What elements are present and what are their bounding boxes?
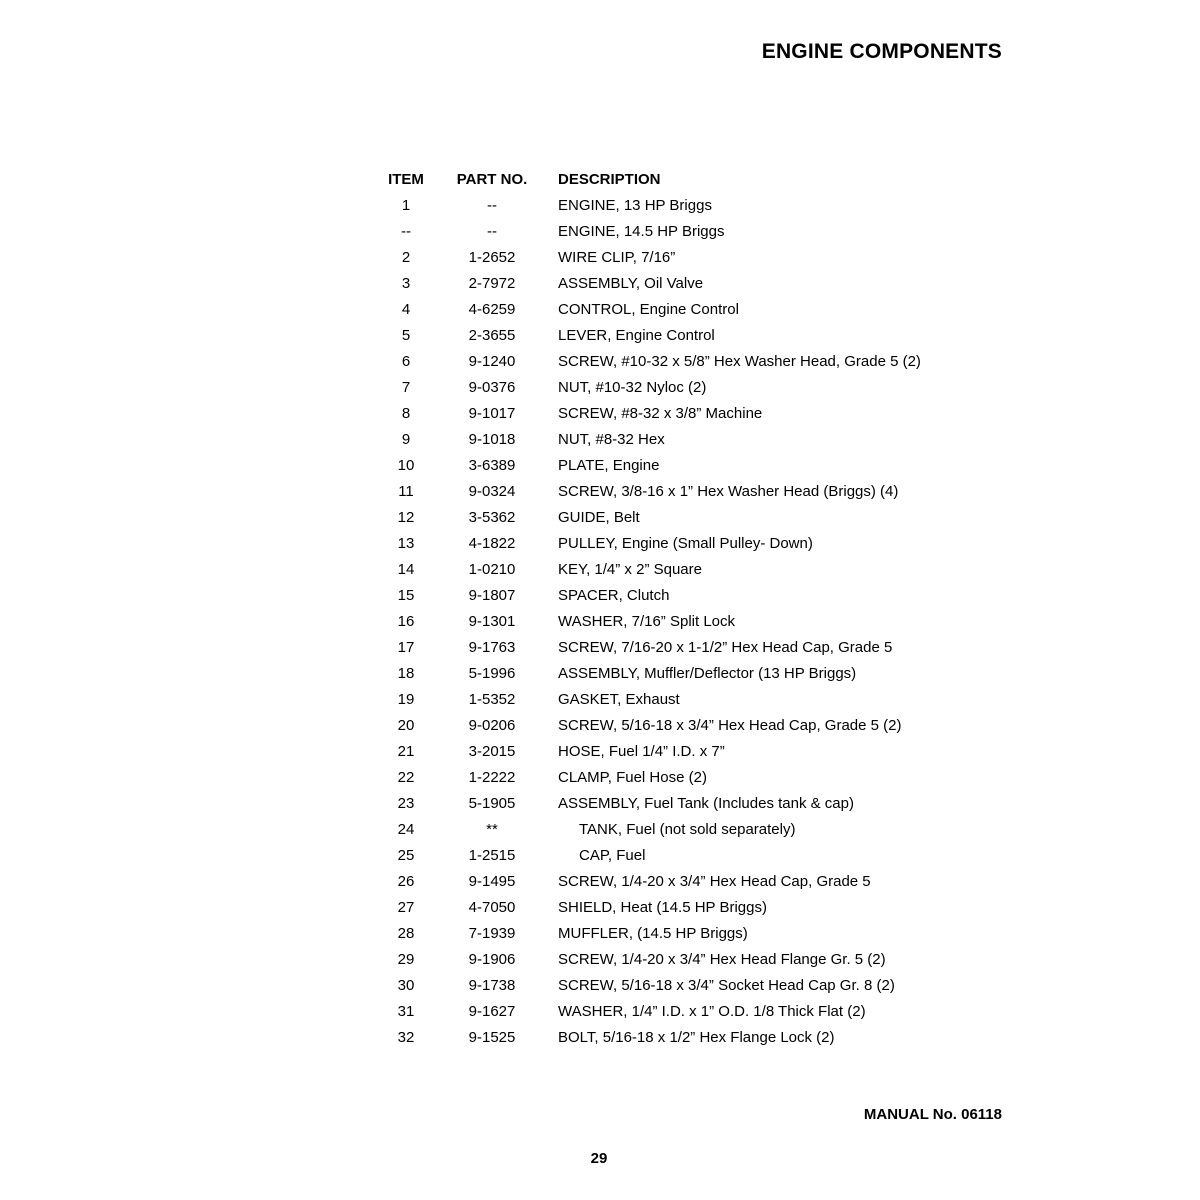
part-number: 9-1018	[468, 431, 516, 448]
table-row	[376, 401, 1016, 427]
item-number: 1	[401, 197, 411, 214]
page-number: 29	[590, 1150, 608, 1167]
item-number: 15	[397, 587, 415, 604]
part-number: 9-0206	[468, 717, 516, 734]
table-row	[376, 765, 1016, 791]
part-description: SPACER, Clutch	[558, 587, 670, 604]
part-number: 4-7050	[468, 899, 516, 916]
part-number: 9-1807	[468, 587, 516, 604]
part-number: 7-1939	[468, 925, 516, 942]
table-row	[376, 583, 1016, 609]
part-description: TANK, Fuel (not sold separately)	[579, 821, 796, 838]
item-number: 4	[401, 301, 411, 318]
manual-number: MANUAL No. 06118	[863, 1106, 1002, 1123]
part-description: ASSEMBLY, Oil Valve	[558, 275, 704, 292]
table-row	[376, 193, 1016, 219]
header-part-no: PART NO.	[456, 171, 528, 188]
part-number: 4-1822	[468, 535, 516, 552]
part-number: 5-1905	[468, 795, 516, 812]
part-number: 9-1301	[468, 613, 516, 630]
part-description: HOSE, Fuel 1/4” I.D. x 7”	[558, 743, 725, 760]
part-number: 9-1738	[468, 977, 516, 994]
item-number: 32	[397, 1029, 415, 1046]
item-number: 6	[401, 353, 411, 370]
part-number: 9-0376	[468, 379, 516, 396]
table-row	[376, 505, 1016, 531]
item-number: 21	[397, 743, 415, 760]
header-description: DESCRIPTION	[558, 171, 661, 188]
header-item: ITEM	[388, 171, 424, 188]
part-number: 1-5352	[468, 691, 516, 708]
part-number: 9-1763	[468, 639, 516, 656]
item-number: 3	[401, 275, 411, 292]
part-number: 4-6259	[468, 301, 516, 318]
item-number: 13	[397, 535, 415, 552]
table-row	[376, 869, 1016, 895]
table-row	[376, 791, 1016, 817]
part-number: 9-1240	[468, 353, 516, 370]
table-row	[376, 687, 1016, 713]
item-number: 12	[397, 509, 415, 526]
table-row	[376, 557, 1016, 583]
part-description: PLATE, Engine	[558, 457, 660, 474]
table-row	[376, 245, 1016, 271]
part-description: CONTROL, Engine Control	[558, 301, 739, 318]
part-description: WASHER, 1/4” I.D. x 1” O.D. 1/8 Thick Flat (2)	[558, 1003, 866, 1020]
part-description: MUFFLER, (14.5 HP Briggs)	[558, 925, 748, 942]
table-row	[376, 609, 1016, 635]
item-number: 29	[397, 951, 415, 968]
part-description: SCREW, #8-32 x 3/8” Machine	[558, 405, 763, 422]
table-row	[376, 973, 1016, 999]
item-number: 25	[397, 847, 415, 864]
item-number: 16	[397, 613, 415, 630]
item-number: --	[401, 223, 411, 240]
part-number: **	[486, 821, 498, 838]
item-number: 30	[397, 977, 415, 994]
item-number: 22	[397, 769, 415, 786]
item-number: 28	[397, 925, 415, 942]
part-number: 9-1525	[468, 1029, 516, 1046]
item-number: 2	[401, 249, 411, 266]
item-number: 10	[397, 457, 415, 474]
table-row	[376, 427, 1016, 453]
part-number: 1-2652	[468, 249, 516, 266]
part-description: SCREW, #10-32 x 5/8” Hex Washer Head, Grade 5 (2)	[558, 353, 921, 370]
table-row	[376, 219, 1016, 245]
item-number: 18	[397, 665, 415, 682]
item-number: 5	[401, 327, 411, 344]
part-number: 9-1627	[468, 1003, 516, 1020]
part-number: 9-1495	[468, 873, 516, 890]
part-description: NUT, #8-32 Hex	[558, 431, 665, 448]
item-number: 14	[397, 561, 415, 578]
table-row	[376, 271, 1016, 297]
table-row	[376, 349, 1016, 375]
table-row-subitem	[376, 843, 1016, 869]
part-description: ASSEMBLY, Fuel Tank (Includes tank & cap)	[558, 795, 854, 812]
part-description: GASKET, Exhaust	[558, 691, 680, 708]
part-number: 1-0210	[468, 561, 516, 578]
parts-table	[376, 167, 1016, 1051]
item-number: 17	[397, 639, 415, 656]
part-number: 5-1996	[468, 665, 516, 682]
part-description: ENGINE, 14.5 HP Briggs	[558, 223, 725, 240]
part-description: SCREW, 5/16-18 x 3/4” Socket Head Cap Gr. 8 (2)	[558, 977, 895, 994]
table-row	[376, 739, 1016, 765]
table-row	[376, 635, 1016, 661]
part-description: WASHER, 7/16” Split Lock	[558, 613, 736, 630]
part-number: 9-1017	[468, 405, 516, 422]
part-description: LEVER, Engine Control	[558, 327, 715, 344]
part-number: 2-3655	[468, 327, 516, 344]
item-number: 7	[401, 379, 411, 396]
table-row	[376, 895, 1016, 921]
table-row	[376, 531, 1016, 557]
part-description: ASSEMBLY, Muffler/Deflector (13 HP Briggs)	[558, 665, 857, 682]
part-number: --	[487, 197, 497, 214]
item-number: 11	[398, 483, 414, 500]
table-row	[376, 999, 1016, 1025]
part-description: SHIELD, Heat (14.5 HP Briggs)	[558, 899, 767, 916]
table-row-subitem	[376, 817, 1016, 843]
part-description: SCREW, 5/16-18 x 3/4” Hex Head Cap, Grade 5 (2)	[558, 717, 902, 734]
table-row	[376, 375, 1016, 401]
part-number: 1-2515	[468, 847, 516, 864]
part-description: SCREW, 3/8-16 x 1” Hex Washer Head (Briggs) (4)	[558, 483, 899, 500]
part-number: 3-2015	[468, 743, 516, 760]
part-description: NUT, #10-32 Nyloc (2)	[558, 379, 707, 396]
part-number: 3-5362	[468, 509, 516, 526]
table-row	[376, 453, 1016, 479]
item-number: 20	[397, 717, 415, 734]
part-description: KEY, 1/4” x 2” Square	[558, 561, 702, 578]
table-header-row	[376, 167, 1016, 193]
part-number: 9-0324	[468, 483, 516, 500]
part-number: 9-1906	[468, 951, 516, 968]
table-row	[376, 297, 1016, 323]
item-number: 23	[397, 795, 415, 812]
item-number: 19	[397, 691, 415, 708]
item-number: 9	[401, 431, 411, 448]
item-number: 8	[401, 405, 411, 422]
table-row	[376, 1025, 1016, 1051]
part-number: 3-6389	[468, 457, 516, 474]
table-row	[376, 947, 1016, 973]
item-number: 24	[397, 821, 415, 838]
table-row	[376, 323, 1016, 349]
part-description: SCREW, 7/16-20 x 1-1/2” Hex Head Cap, Grade 5	[558, 639, 893, 656]
page-title: ENGINE COMPONENTS	[761, 40, 1002, 63]
table-row	[376, 661, 1016, 687]
part-description: ENGINE, 13 HP Briggs	[558, 197, 712, 214]
table-row	[376, 479, 1016, 505]
part-description: SCREW, 1/4-20 x 3/4” Hex Head Cap, Grade 5	[558, 873, 871, 890]
part-number: --	[487, 223, 497, 240]
part-description: PULLEY, Engine (Small Pulley- Down)	[558, 535, 813, 552]
item-number: 27	[397, 899, 415, 916]
part-description: BOLT, 5/16-18 x 1/2” Hex Flange Lock (2)	[558, 1029, 835, 1046]
part-description: GUIDE, Belt	[558, 509, 640, 526]
part-description: CLAMP, Fuel Hose (2)	[558, 769, 707, 786]
table-row	[376, 921, 1016, 947]
part-description: SCREW, 1/4-20 x 3/4” Hex Head Flange Gr. 5 (2)	[558, 951, 886, 968]
item-number: 26	[397, 873, 415, 890]
item-number: 31	[397, 1003, 415, 1020]
part-number: 1-2222	[468, 769, 516, 786]
part-number: 2-7972	[468, 275, 516, 292]
part-description: WIRE CLIP, 7/16”	[558, 249, 676, 266]
part-description: CAP, Fuel	[579, 847, 646, 864]
table-row	[376, 713, 1016, 739]
